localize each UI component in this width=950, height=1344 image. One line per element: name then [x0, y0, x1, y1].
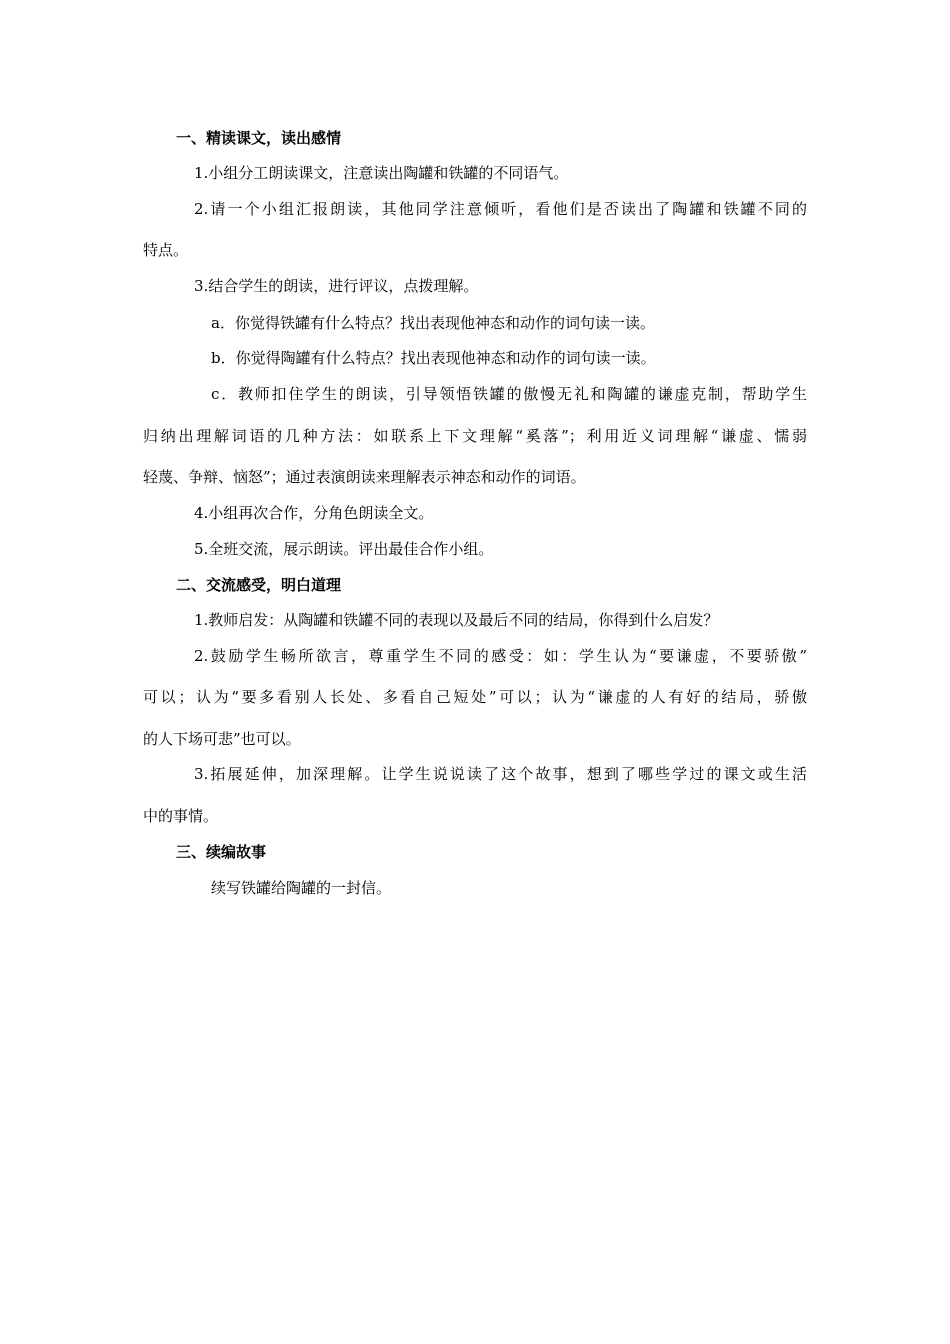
section-heading-2: 二、交流感受，明白道理: [176, 576, 342, 594]
paragraph-1-4: 4.小组再次合作，分角色朗读全文。: [194, 504, 434, 522]
paragraph-1-3-c-line1: c．教师扣住学生的朗读，引导领悟铁罐的傲慢无礼和陶罐的谦虚克制，帮助学生: [211, 385, 807, 403]
paragraph-2-3-line2: 中的事情。: [143, 807, 219, 825]
paragraph-1-2-line1: 2.请一个小组汇报朗读，其他同学注意倾听，看他们是否读出了陶罐和铁罐不同的: [194, 200, 807, 218]
paragraph-1-5: 5.全班交流，展示朗读。评出最佳合作小组。: [194, 540, 494, 558]
paragraph-1-3-b: b．你觉得陶罐有什么特点？找出表现他神态和动作的词句读一读。: [211, 349, 656, 367]
section-heading-1: 一、精读课文，读出感情: [176, 129, 342, 147]
paragraph-2-2-line3: 的人下场可悲”也可以。: [143, 730, 301, 748]
paragraph-2-3-line1: 3.拓展延伸，加深理解。让学生说说读了这个故事，想到了哪些学过的课文或生活: [194, 765, 807, 783]
section-heading-3: 三、续编故事: [176, 843, 267, 861]
paragraph-1-2-line2: 特点。: [143, 241, 189, 259]
paragraph-3-1: 续写铁罐给陶罐的一封信。: [211, 879, 392, 897]
paragraph-2-2-line1: 2.鼓励学生畅所欲言，尊重学生不同的感受：如：学生认为“要谦虚，不要骄傲”: [194, 647, 807, 665]
paragraph-1-1: 1.小组分工朗读课文，注意读出陶罐和铁罐的不同语气。: [194, 164, 569, 182]
paragraph-1-3-c-line3: 轻蔑、争辩、恼怒”；通过表演朗读来理解表示神态和动作的词语。: [143, 468, 586, 486]
paragraph-2-1: 1.教师启发：从陶罐和铁罐不同的表现以及最后不同的结局，你得到什么启发？: [194, 611, 719, 629]
paragraph-1-3-a: a．你觉得铁罐有什么特点？找出表现他神态和动作的词句读一读。: [211, 314, 655, 332]
paragraph-1-3-c-line2: 归纳出理解词语的几种方法：如联系上下文理解“奚落”；利用近义词理解“谦虚、懦弱: [143, 427, 807, 445]
paragraph-2-2-line2: 可以；认为“要多看别人长处、多看自己短处”可以；认为“谦虚的人有好的结局，骄傲: [143, 688, 807, 706]
paragraph-1-3: 3.结合学生的朗读，进行评议，点拨理解。: [194, 277, 479, 295]
